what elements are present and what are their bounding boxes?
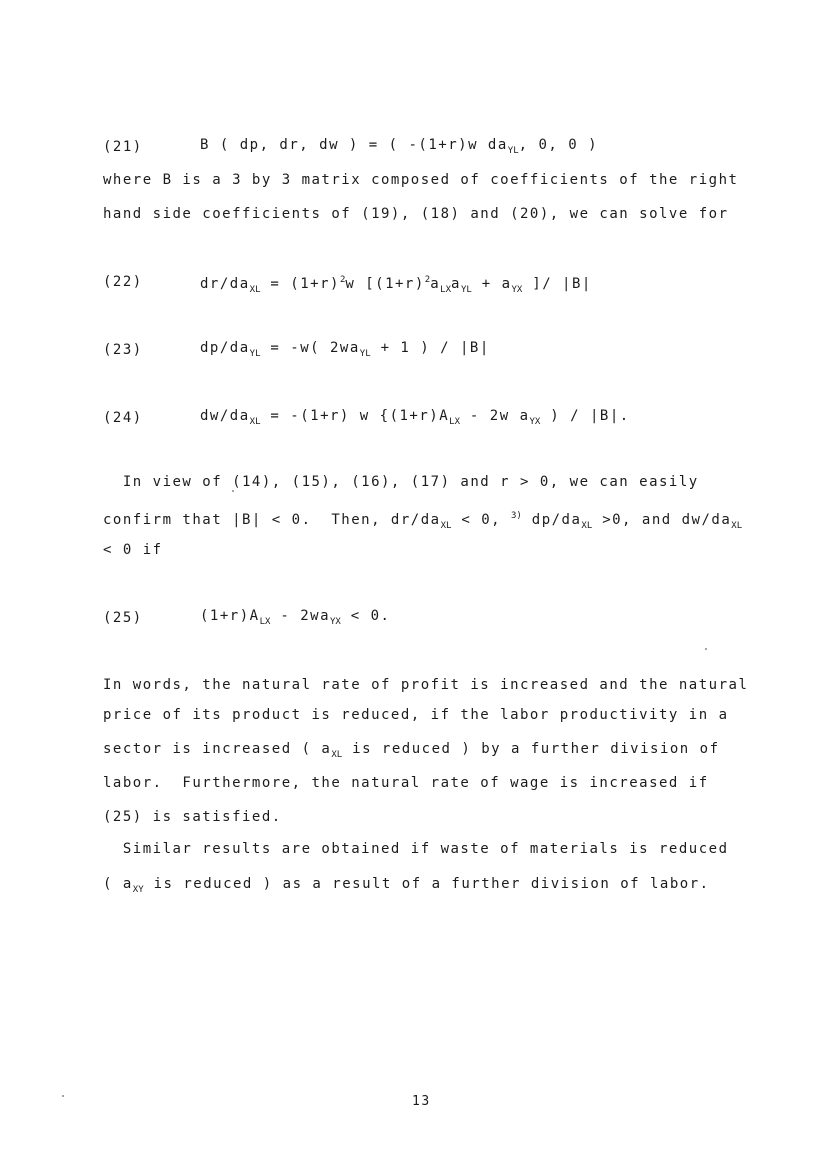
- equation-number-22: (22): [103, 274, 143, 290]
- equation-24: $dw/da_{XL} = -(1+r)$ w {$(1+r)A_{LX} - 2w$ $a_{YX}$ ) / |B|.: [200, 408, 630, 427]
- page-number: 13: [412, 1094, 431, 1109]
- equation-number-24: (24): [103, 410, 143, 426]
- text-line: Similar results are obtained if waste of materials is reduced: [103, 841, 729, 857]
- equation-number-25: (25): [103, 610, 143, 626]
- equation-25: $(1+r)A_{LX} - 2wa_{YX} < 0$.: [200, 608, 391, 627]
- equation-number-21: (21): [103, 139, 143, 155]
- text-line: confirm that |B| < 0. Then, $dr/da_{XL} < 0$, $^{3)}$ $dp/da_{XL} >0$, and $dw/da_{XL}$: [103, 511, 743, 531]
- text-line: In words, the natural rate of profit is increased and the natural: [103, 677, 749, 693]
- scan-speck: [62, 1095, 64, 1097]
- equation-number-23: (23): [103, 342, 143, 358]
- equation-22: $dr/da_{XL} = (1+r)^2w$ [$(1+r)^2a_{LX}a_{YL} + a_{YX}$ ]/ |B|: [200, 275, 592, 295]
- text-line: (25) is satisfied.: [103, 809, 282, 825]
- text-line: In view of (14), (15), (16), (17) and r > 0, we can easily: [103, 474, 699, 490]
- text-line: labor. Furthermore, the natural rate of wage is increased if: [103, 775, 709, 791]
- scan-speck: [705, 648, 707, 650]
- text-line: where B is a 3 by 3 matrix composed of coefficients of the right: [103, 172, 739, 188]
- text-line: hand side coefficients of (19), (18) and (20), we can solve for: [103, 206, 729, 222]
- scan-speck: [232, 490, 234, 492]
- equation-21: B ( dp, dr, dw ) = ( -(1+r)w $da_{YL}$, 0, 0 ): [200, 137, 599, 156]
- text-line: price of its product is reduced, if the labor productivity in a: [103, 707, 729, 723]
- equation-23: $dp/da_{YL} = -w$( $2wa_{YL} + 1$ ) / |B|: [200, 340, 490, 359]
- text-line: sector is increased ( $a_{XL}$ is reduced ) by a further division of: [103, 741, 720, 760]
- text-line: < 0 if: [103, 542, 163, 558]
- text-line: ( $a_{XY}$ is reduced ) as a result of a further division of labor.: [103, 876, 710, 895]
